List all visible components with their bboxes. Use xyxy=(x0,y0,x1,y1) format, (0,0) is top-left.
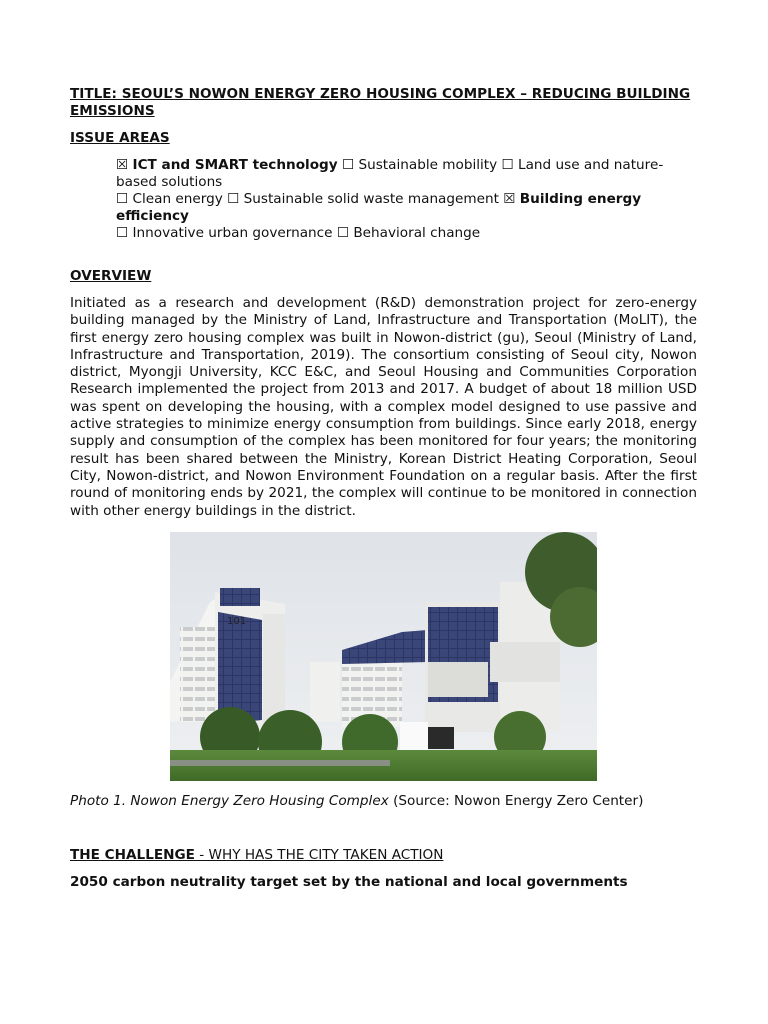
challenge-heading-rest: - WHY HAS THE CITY TAKEN ACTION xyxy=(194,846,444,863)
checkbox-unchecked-icon: ☐ xyxy=(116,191,129,207)
document-page xyxy=(70,86,697,891)
document-title: TITLE: SEOUL’S NOWON ENERGY ZERO HOUSING COMPLEX – REDUCING BUILDING EMISSIONS xyxy=(70,86,691,119)
challenge-heading-bold: THE CHALLENGE xyxy=(70,846,195,863)
overview-heading: OVERVIEW xyxy=(70,268,152,284)
issue-areas-heading: ISSUE AREAS xyxy=(70,130,170,146)
caption-title: Photo 1. Nowon Energy Zero Housing Complex xyxy=(70,792,389,809)
checkbox-unchecked-icon: ☐ xyxy=(501,157,514,173)
housing-complex-photo xyxy=(170,532,597,781)
issue-line xyxy=(116,191,697,225)
checkbox-checked-icon: ☒ xyxy=(503,191,516,207)
checkbox-unchecked-icon: ☐ xyxy=(341,157,355,173)
issue-area-label: Sustainable solid waste management xyxy=(243,191,499,207)
building-number: 101 xyxy=(227,615,247,627)
issue-area-label: Clean energy xyxy=(132,191,223,207)
issue-area-label: Land use and nature-based solutions xyxy=(116,157,664,190)
checkbox-unchecked-icon: ☐ xyxy=(336,225,350,241)
checkbox-checked-icon: ☒ xyxy=(116,157,129,173)
checkbox-unchecked-icon: ☐ xyxy=(227,191,240,207)
photo-illustration xyxy=(170,532,597,781)
issue-area-label: Building energy efficiency xyxy=(116,191,642,224)
overview-paragraph: Initiated as a research and development (R&D) demonstration project for zero-energy building managed by the Ministry of Land, Infrastructure and Transportation (MoLIT), the first energy zero housing complex was built in Nowon-district (gu), Seoul (Ministry of Land, Infrastructure and Transportation, 2019). The consortium consisting of Seoul city, Nowon district, Myongji University, KCC E&C, and Seoul Housing and Communities Corporation Research implemented the project from 2013 and 2017. A budget of about 18 million USD was spent on developing the housing, with a complex model designed to use passive and active strategies to minimize energy consumption from buildings. Since early 2018, energy supply and consumption of the complex has been monitored for four years; the monitoring result has been shared between the Ministry, Korean District Heating Corporation, Seoul City, Nowon-district, and Nowon Environment Foundation on a regular basis. After the first round of monitoring ends by 2021, the complex will continue to be monitored in connection with other energy buildings in the district. xyxy=(70,295,697,519)
issue-line xyxy=(116,225,697,242)
issue-area-label: Sustainable mobility xyxy=(358,157,498,173)
issue-area-label: Innovative urban governance xyxy=(132,225,333,241)
issue-area-label: ICT and SMART technology xyxy=(132,157,338,173)
photo-caption xyxy=(70,793,697,810)
challenge-subheading: 2050 carbon neutrality target set by the national and local governments xyxy=(70,873,628,890)
issue-line xyxy=(116,157,697,191)
issue-area-label: Behavioral change xyxy=(353,225,481,241)
caption-source: (Source: Nowon Energy Zero Center) xyxy=(388,792,644,809)
checkbox-unchecked-icon: ☐ xyxy=(116,225,129,241)
issue-areas-list xyxy=(116,157,697,242)
challenge-heading xyxy=(70,847,697,864)
